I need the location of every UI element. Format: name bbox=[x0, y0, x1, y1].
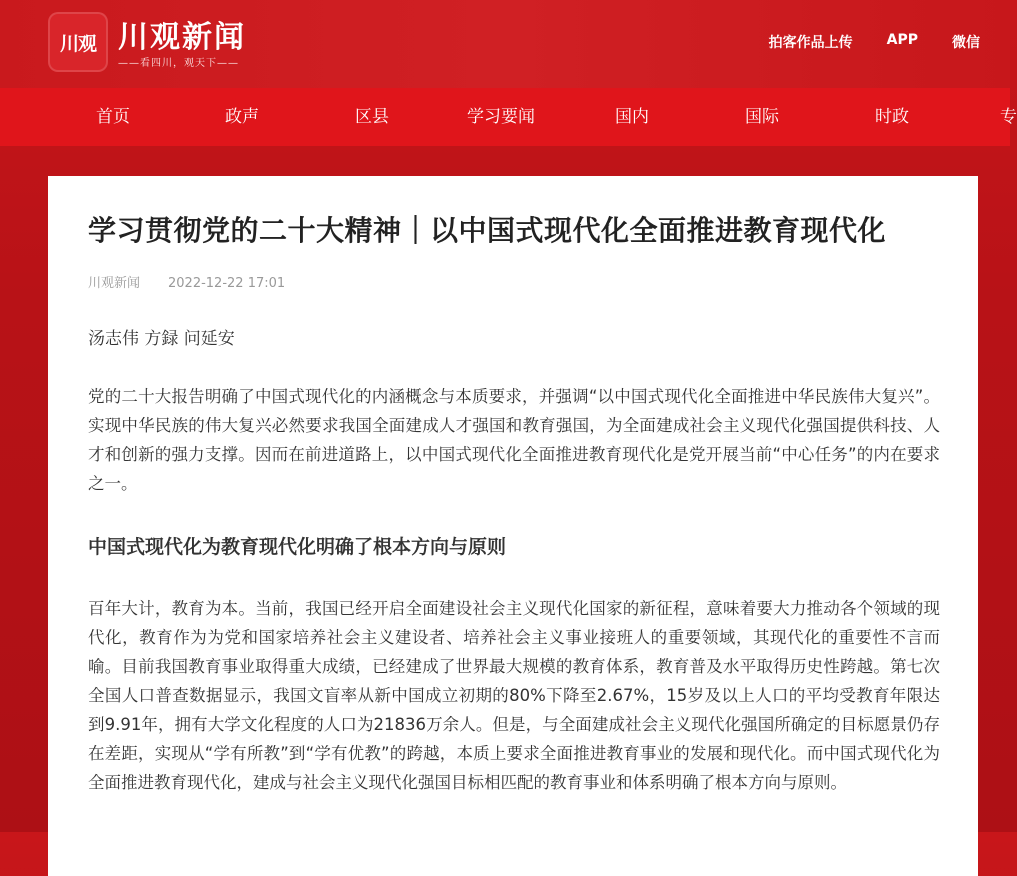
article-source[interactable]: 川观新闻 bbox=[88, 276, 141, 291]
article-date: 2022-12-22 17:01 bbox=[168, 276, 286, 291]
article-paragraph: 党的二十大报告明确了中国式现代化的内涵概念与本质要求，并强调“以中国式现代化全面推进中华民族伟大复兴”。实现中华民族的伟大复兴必然要求我国全面建成人才强国和教育强国，为全面建成社会主义现代化强国提供科技、人才和创新的强力支撑。因而在前进道路上，以中国式现代化全面推进教育现代化是党开展当前“中心任务”的内在要求之一。 bbox=[88, 387, 940, 493]
upload-link[interactable]: 拍客作品上传 bbox=[768, 35, 853, 51]
article-authors: 汤志伟 方録 问延安 bbox=[88, 329, 235, 349]
article-title: 学习贯彻党的二十大精神｜以中国式现代化全面推进教育现代化 bbox=[88, 214, 887, 247]
wechat-link[interactable]: 微信 bbox=[952, 35, 980, 51]
article-paragraph: 百年大计，教育为本。当前，我国已经开启全面建设社会主义现代化国家的新征程，意味着要大力推动各个领域的现代化，教育作为为党和国家培养社会主义建设者、培养社会主义事业接班人的重要领域，其现代化的重要性不言而喻。目前我国教育事业取得重大成绩，已经建成了世界最大规模的教育体系，教育普及水平取得历史性跨越。第七次全国人口普查数据显示，我国文盲率从新中国成立初期的80%下降至2.67%，15岁及以上人口的平均受教育年限达到9.91年，拥有大学文化程度的人口为21836万余人。但是，与全面建成社会主义现代化强国所确定的目标愿景仍存在差距，实现从“学有所教”到“学有优教”的跨越，本质上要求全面推进教育事业的发展和现代化。而中国式现代化为全面推进教育现代化，建成与社会主义现代化强国目标相匹配的教育事业和体系明确了根本方向与原则。 bbox=[88, 599, 940, 792]
main-nav bbox=[0, 88, 1017, 146]
header-links bbox=[769, 32, 980, 52]
nav-item-special[interactable]: 专 bbox=[1000, 107, 1017, 127]
nav-item-home[interactable]: 首页 bbox=[96, 107, 130, 127]
nav-item-politics[interactable]: 时政 bbox=[875, 107, 909, 127]
nav-item-domestic[interactable]: 国内 bbox=[615, 107, 649, 127]
article-meta bbox=[88, 272, 285, 291]
site-header bbox=[0, 0, 1010, 88]
nav-item-quxian[interactable]: 区县 bbox=[355, 107, 389, 127]
logo-title[interactable]: 川观新闻 bbox=[118, 20, 246, 55]
article-card bbox=[48, 176, 978, 876]
nav-item-international[interactable]: 国际 bbox=[745, 107, 779, 127]
app-link[interactable]: APP bbox=[886, 32, 918, 48]
nav-item-study[interactable]: 学习要闻 bbox=[467, 107, 535, 127]
article-subheading: 中国式现代化为教育现代化明确了根本方向与原则 bbox=[88, 536, 507, 558]
nav-item-zhengsheng[interactable]: 政声 bbox=[225, 107, 259, 127]
logo-slogan: ——看四川，观天下—— bbox=[118, 58, 239, 69]
logo-badge[interactable]: 川观 bbox=[48, 12, 108, 72]
